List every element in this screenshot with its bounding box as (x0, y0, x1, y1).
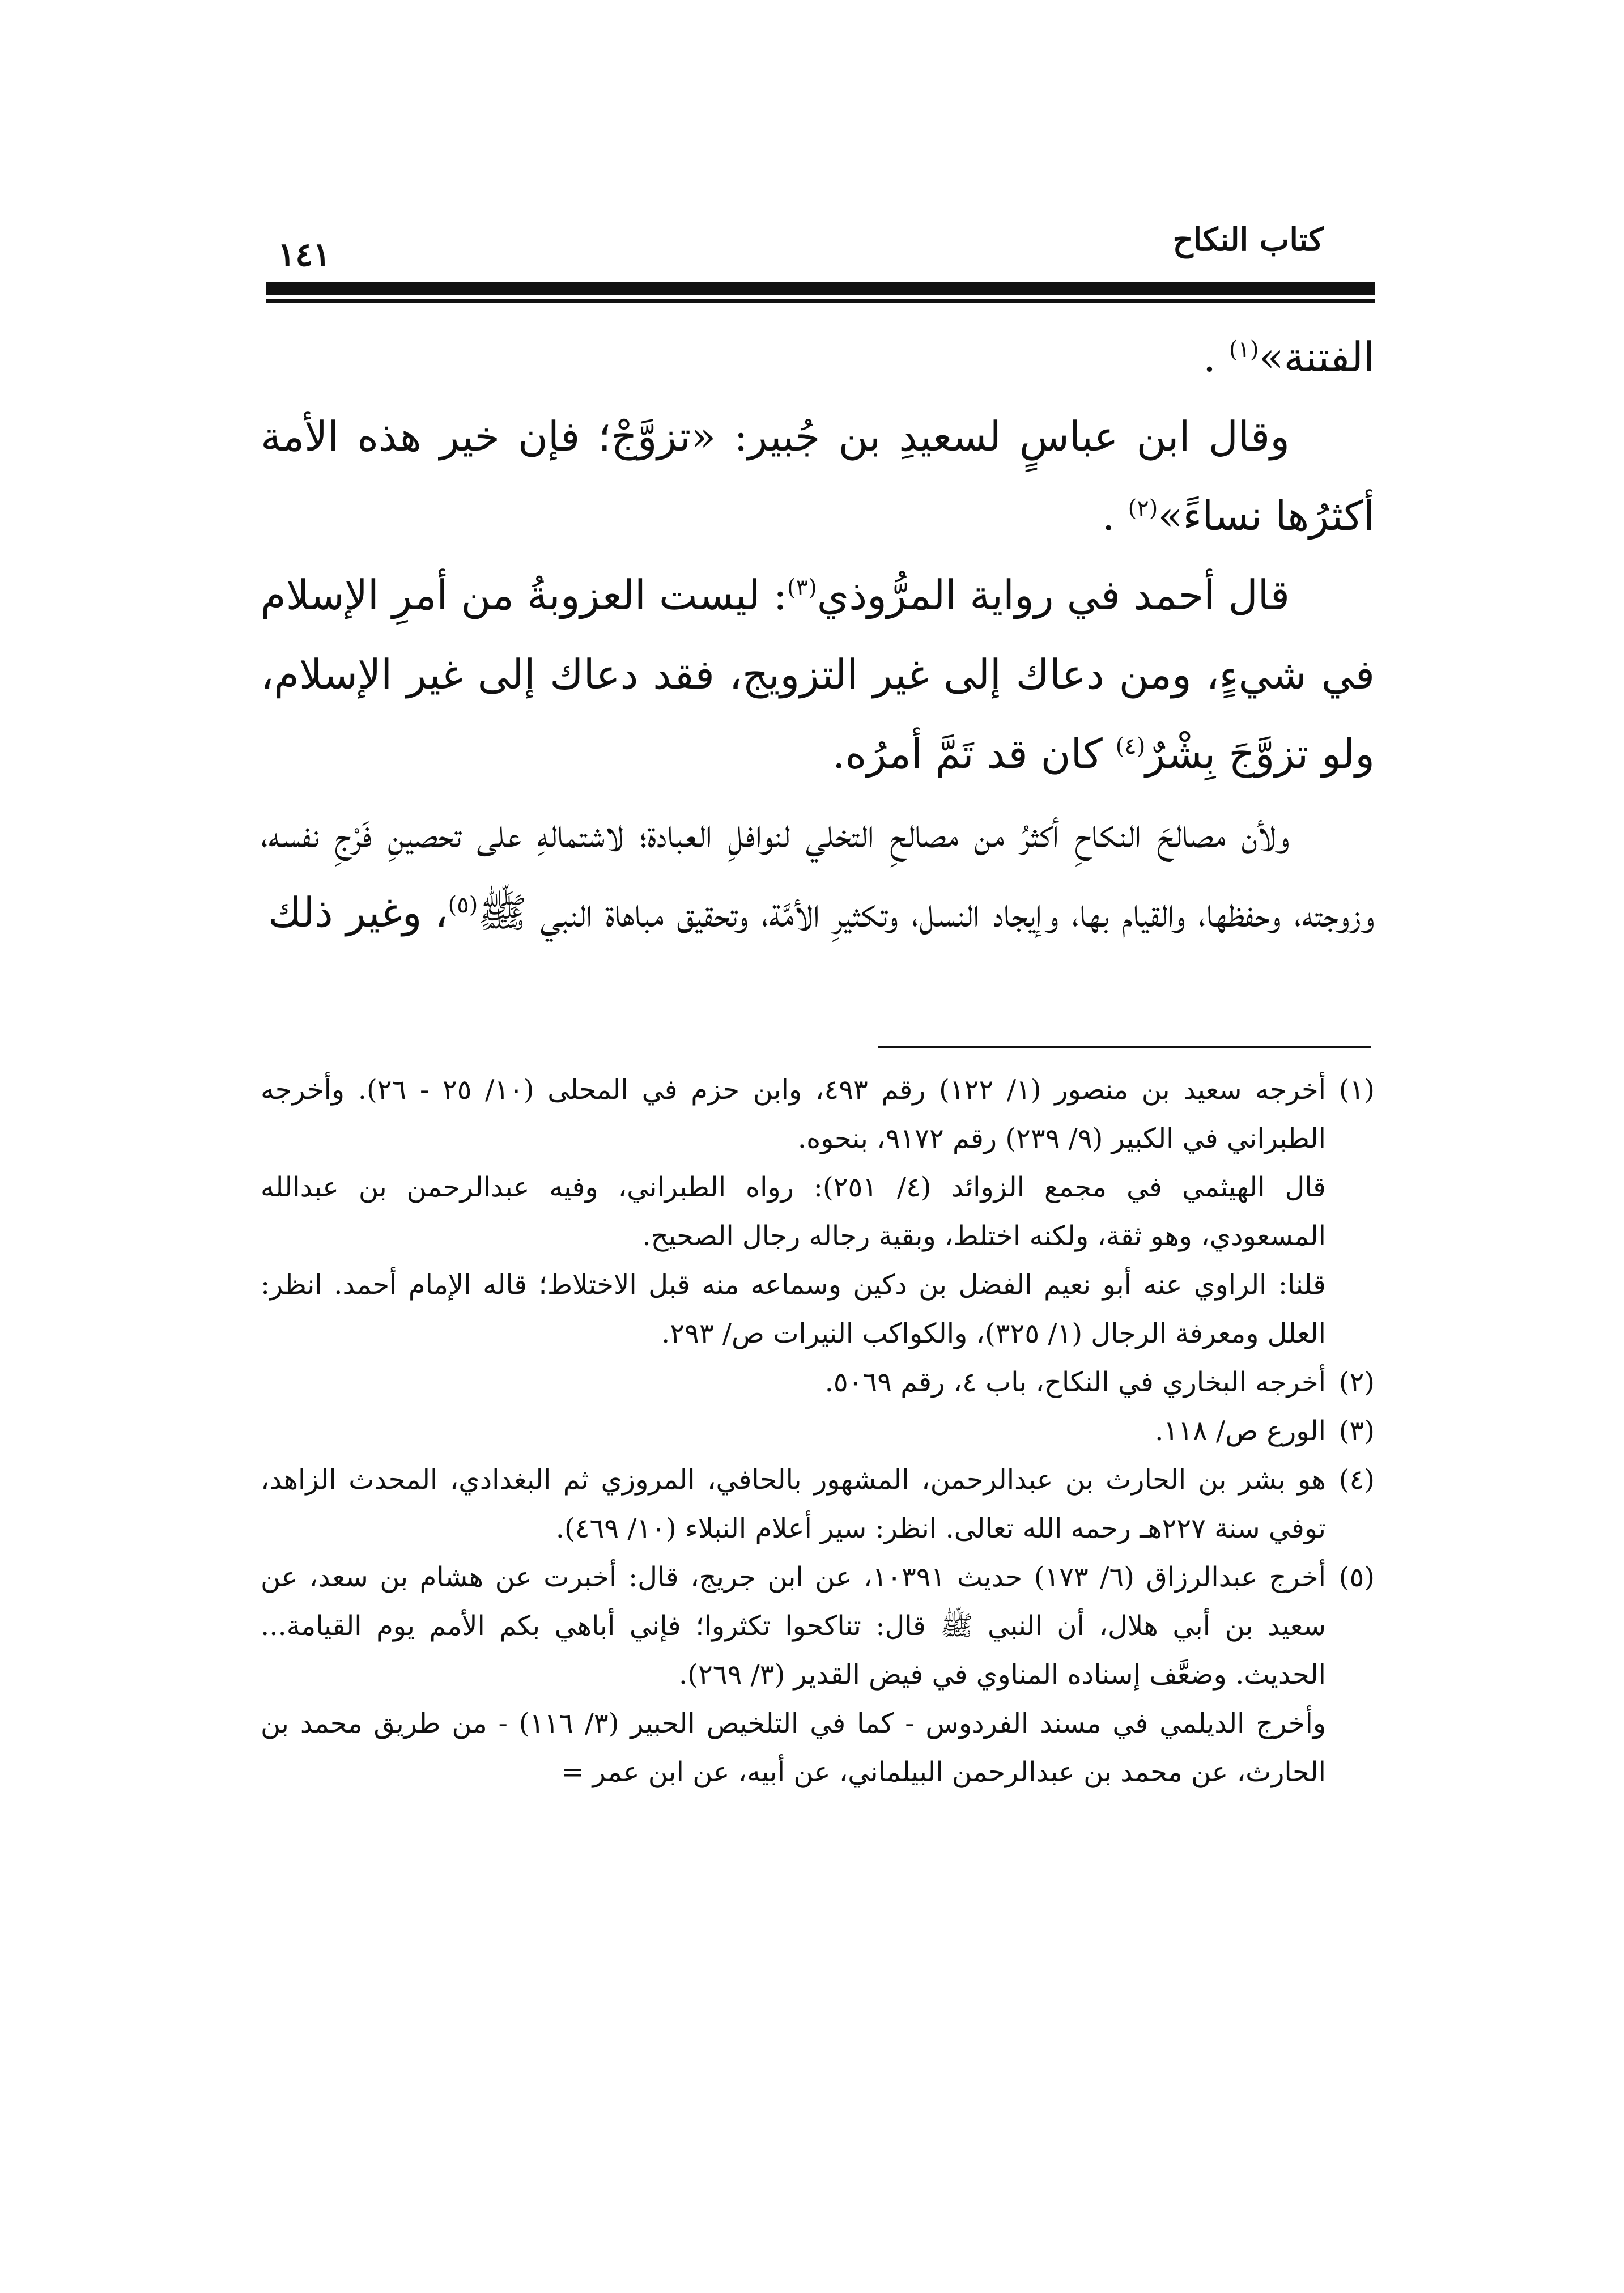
footnote-3: (٣) الورع ص/ ١١٨. (1155, 1415, 1375, 1447)
footnote-2: (٢) أخرجه البخاري في النكاح، باب ٤، رقم ٥٠٦٩. (824, 1366, 1375, 1398)
footnote-5: (٥) أخرج عبدالرزاق (٦/ ١٧٣) حديث ١٠٣٩١، عن ابن جريج، قال: أخبرت عن هشام بن سعد، عن سعيد بن أبي هلال، أن النبي ﷺ قال: تناكحوا تكثروا؛ فإني أباهي بكم الأمم يوم القيامة... الحديث. وضعَّف إسناده المناوي في فيض القدير (٣/ ٢٦٩). (261, 1561, 1375, 1691)
paragraph-1: الفتنة»$^{(١)}$ . (1203, 333, 1375, 381)
header-rule-thick (266, 282, 1375, 295)
footnote-5-continued: وأخرج الديلمي في مسند الفردوس - كما في التلخيص الحبير (٣/ ١١٦) - من طريق محمد بن الحارث، عن محمد بن عبدالرحمن البيلماني، عن أبيه، عن ابن عمر = (261, 1708, 1326, 1788)
footnote-ref: (٤) (1115, 733, 1146, 759)
page-number: ١٤١ (278, 235, 331, 274)
footnote-4: (٤) هو بشر بن الحارث بن عبدالرحمن، المشهور بالحافي، المروزي ثم البغدادي، المحدث الزاهد، توفي سنة ٢٢٧هـ رحمه الله تعالى. انظر: سير أعلام النبلاء (١٠/ ٤٦٩). (261, 1464, 1375, 1544)
page-header (266, 210, 1375, 278)
footnote-ref: (١) (1228, 337, 1259, 363)
footnote-1-continued: قال الهيثمي في مجمع الزوائد (٤/ ٢٥١): رواه الطبراني، وفيه عبدالرحمن بن عبدالله المسعودي، وهو ثقة، ولكنه اختلط، وبقية رجاله رجال الصحيح. (261, 1171, 1327, 1252)
header-rule-thin (266, 299, 1375, 303)
footnote-ref: (٥) (448, 892, 478, 918)
paragraph-3: قال أحمد في رواية المرُّوذي$^{(٣)}$: ليست العزوبةُ من أمرِ الإسلام في شيءٍ، ومن دعاك إلى غير التزويج، فقد دعاك إلى غير الإسلام، ولو تزوَّجَ بِشْرٌ$^{(٤)}$ كان قد تَمَّ أمرُه. (261, 571, 1375, 778)
main-text (261, 317, 1375, 952)
running-title: كتاب النكاح (1172, 221, 1324, 258)
footnote-ref: (٣) (787, 575, 817, 601)
footnote-1: (١) أخرجه سعيد بن منصور (١/ ١٢٢) رقم ٤٩٣، وابن حزم في المحلى (١٠/ ٢٥ - ٢٦). وأخرجه الطبراني في الكبير (٩/ ٢٣٩) رقم ٩١٧٢، بنحوه. (261, 1074, 1375, 1154)
footnote-ref: (٢) (1128, 495, 1158, 521)
footnote-1-continued: قلنا: الراوي عنه أبو نعيم الفضل بن دكين وسماعه منه قبل الاختلاط؛ قاله الإمام أحمد. انظر: العلل ومعرفة الرجال (١/ ٣٢٥)، والكواكب النيرات ص/ ٢٩٣. (261, 1269, 1326, 1349)
paragraph-4: ولأن مصالحَ النكاحِ أكثرُ من مصالحِ التخلي لنوافلِ العبادة؛ لاشتمالهِ على تحصينِ فَرْجِ نفسه، وزوجته، وحفظها، والقيام بها، وإيجاد النسل، وتكثيرِ الأمَّة، وتحقيق مباهاة النبي ﷺ$^{(٥)}$، وغير ذلك (261, 809, 1375, 936)
paragraph-2: وقال ابن عباسٍ لسعيدِ بن جُبير: «تزوَّجْ؛ فإن خير هذه الأمة أكثرُها نساءً»$^{(٢)}$ . (261, 413, 1375, 540)
footnotes (261, 1065, 1375, 1797)
footnote-separator (878, 1046, 1371, 1048)
